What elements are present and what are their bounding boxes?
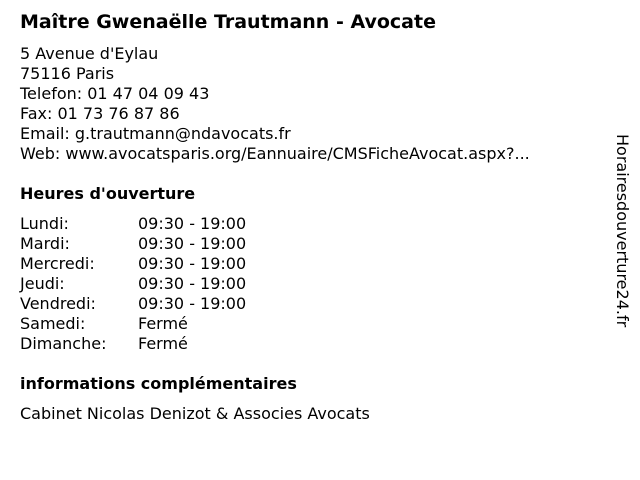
- day-label: Samedi:: [20, 314, 86, 333]
- day-label: Jeudi:: [20, 274, 65, 293]
- day-label: Mardi:: [20, 234, 70, 253]
- hours-value: 09:30 - 19:00: [138, 254, 247, 273]
- website-url: Web: www.avocatsparis.org/Eannuaire/CMSFicheAvocat.aspx?...: [20, 144, 530, 163]
- opening-hours-heading: Heures d'ouverture: [20, 184, 196, 203]
- city-postal-code: 75116 Paris: [20, 64, 115, 83]
- fax-number: Fax: 01 73 76 87 86: [20, 104, 180, 123]
- day-label: Lundi:: [20, 214, 69, 233]
- hours-value: Fermé: [138, 334, 188, 353]
- email-address: Email: g.trautmann@ndavocats.fr: [20, 124, 291, 143]
- day-label: Vendredi:: [20, 294, 96, 313]
- street-address: 5 Avenue d'Eylau: [20, 44, 159, 63]
- hours-value: 09:30 - 19:00: [138, 214, 247, 233]
- day-label: Mercredi:: [20, 254, 95, 273]
- page-title: Maître Gwenaëlle Trautmann - Avocate: [20, 11, 436, 33]
- additional-info-heading: informations complémentaires: [20, 374, 297, 393]
- hours-value: 09:30 - 19:00: [138, 274, 247, 293]
- hours-value: 09:30 - 19:00: [138, 234, 247, 253]
- site-watermark: Horairesdouverture24.fr: [613, 134, 632, 328]
- additional-info-text: Cabinet Nicolas Denizot & Associes Avocats: [20, 404, 370, 423]
- hours-value: Fermé: [138, 314, 188, 333]
- hours-value: 09:30 - 19:00: [138, 294, 247, 313]
- phone-number: Telefon: 01 47 04 09 43: [20, 84, 210, 103]
- contact-details: [20, 44, 530, 164]
- day-label: Dimanche:: [20, 334, 107, 353]
